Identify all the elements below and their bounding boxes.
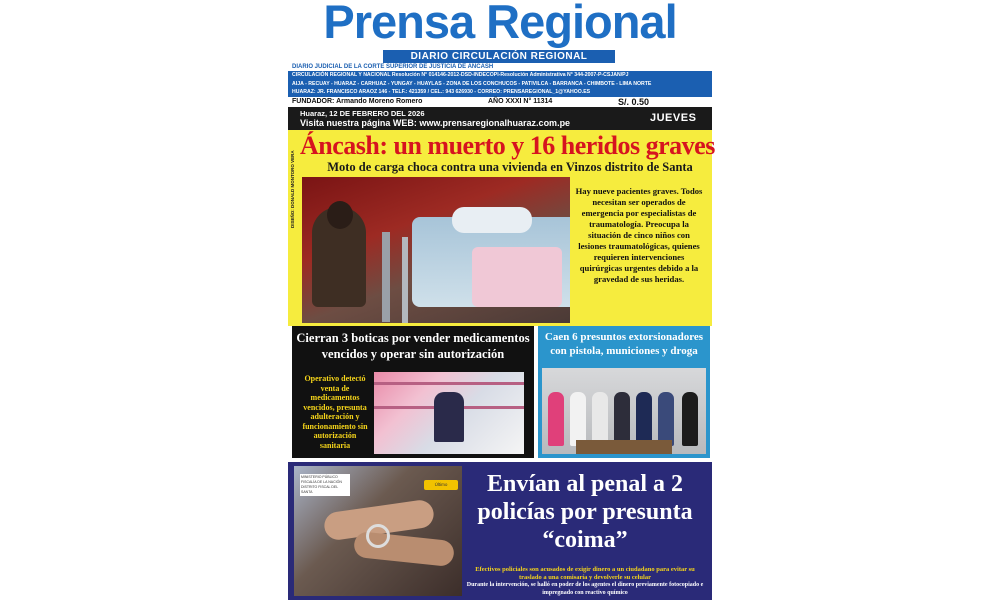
police-subhead-2: Durante la intervención, se halló en poder de los agentes el dinero previamente fotocopiado e impregnado con reactivo químico <box>466 582 704 596</box>
main-headline: Áncash: un muerto y 16 heridos graves <box>300 131 715 160</box>
main-kicker: Moto de carga choca contra una vivienda en Vinzos distrito de Santa <box>327 160 693 174</box>
masthead-subtitle: DIARIO CIRCULACIÓN REGIONAL <box>383 50 615 63</box>
founder: FUNDADOR: Armando Moreno Romero <box>292 98 423 105</box>
price: S/. 0.50 <box>618 97 650 107</box>
founder-row <box>288 97 712 107</box>
shelf <box>374 382 524 385</box>
newspaper-front-page <box>288 0 715 600</box>
handcuff-icon <box>366 524 390 548</box>
suspect-figure <box>636 392 652 446</box>
date-bar <box>288 107 712 130</box>
pharmacy-body: Operativo detectó venta de medicamentos vencidos, presunta adulteración y funcionamiento sin autorización sanitaria <box>302 374 368 450</box>
suspects-photo <box>542 368 706 454</box>
police-subhead: Efectivos policiales son acusados de exigir dinero a un ciudadano para evitar su traslado a una comisaría y devolverle su celular <box>475 566 695 581</box>
main-story-body: Hay nueve pacientes graves. Todos necesitan ser operados de emergencia por especialistas de traumatología. Preocupa la situación de cinco niños con lesiones traumatológicas, quienes requieren intervenciones quirúrgicas urgentes debido a la gravedad de sus heridas. <box>575 186 703 284</box>
ultimo-tag: Último <box>424 480 458 490</box>
masthead-title: Prensa Regional <box>323 0 677 48</box>
pharmacy-headline: Cierran 3 boticas por vender medicamentos vencidos y operar sin autorización <box>296 331 530 361</box>
issue-date: Huaraz, 12 DE FEBRERO DEL 2026 <box>300 109 425 118</box>
suspect-figure <box>614 392 630 446</box>
pillow <box>452 207 532 233</box>
circulation-line: CIRCULACIÓN REGIONAL Y NACIONAL Resolución N° 014146-2012-DSD-INDECOPI-Resolución Administrativa N° 344-2007-P-CSJAN/PJ <box>292 72 629 78</box>
suspect-figure <box>592 392 608 446</box>
evidence-table <box>576 440 672 454</box>
year-issue: AÑO XXXI N° 11314 <box>488 98 553 105</box>
inspector-figure <box>434 392 464 442</box>
police-figure <box>682 392 698 446</box>
police-headline: Envían al penal a 2 policías por presunta “coima” <box>477 471 693 553</box>
extortion-headline: Caen 6 presuntos extorsionadores con pistola, municiones y droga <box>544 331 704 357</box>
blanket <box>472 247 562 307</box>
pharmacy-photo <box>374 372 524 454</box>
design-credit: DISEÑO: DONALD MONTORO VERA <box>290 150 295 228</box>
bed-rail <box>402 237 408 323</box>
suspect-figure <box>570 392 586 446</box>
person-head <box>327 201 353 229</box>
info-strip <box>288 71 712 97</box>
hospital-photo <box>302 177 570 323</box>
suspect-figure <box>658 392 674 446</box>
suspect-figure <box>548 392 564 446</box>
weekday: JUEVES <box>650 112 697 124</box>
judicial-line: DIARIO JUDICIAL DE LA CORTE SUPERIOR DE JUSTICIA DE ANCASH <box>292 64 494 70</box>
bed-rail <box>382 232 390 322</box>
address-line: HUARAZ: JR. FRANCISCO ARAOZ 146 - TELF.: 421359 / CEL.: 943 626930 - CORREO: PRENSAREGIONAL_1@YAHOO.ES <box>292 89 591 96</box>
website-line: Visita nuestra página WEB: www.prensaregionalhuaraz.com.pe <box>300 118 571 128</box>
towns-line: AIJA - RECUAY - HUARAZ - CARHUAZ - YUNGAY - HUAYLAS - ZONA DE LOS CONCHUCOS - PATIVILCA - BARRANCA - CHIMBOTE - LIMA NORTE <box>292 80 652 87</box>
ministry-seal: MINISTERIO PÚBLICO FISCALÍA DE LA NACIÓN DISTRITO FISCAL DEL SANTA <box>300 474 350 496</box>
